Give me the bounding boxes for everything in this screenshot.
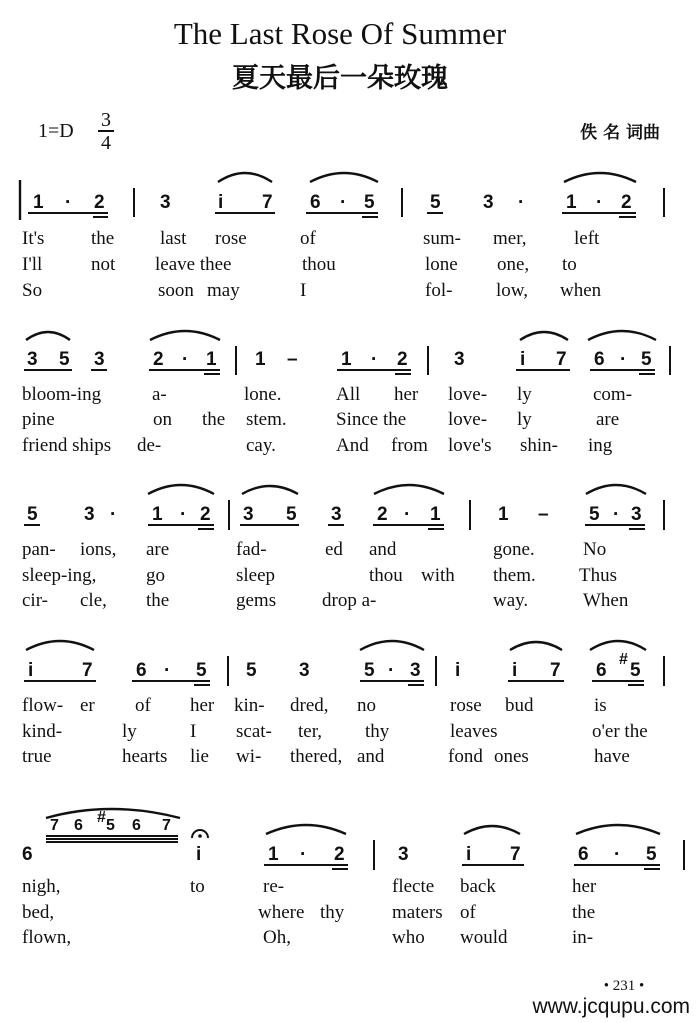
grace-note: 6	[74, 817, 83, 834]
lyric-word: mer,	[493, 228, 527, 249]
slur	[266, 825, 346, 834]
lyric-word: kind-	[22, 721, 63, 742]
lyric-word: in-	[572, 927, 594, 948]
lyric-word: de-	[137, 435, 162, 456]
note: 3	[331, 504, 342, 525]
lyric-word: when	[560, 280, 602, 301]
note: 3	[160, 192, 171, 213]
fermata-dot	[198, 834, 202, 838]
slur	[148, 485, 214, 494]
note: 6	[596, 660, 607, 681]
note: 5	[630, 660, 641, 681]
lyric-word: her	[572, 876, 597, 897]
dot: ·	[300, 844, 307, 865]
lyric-word: to	[562, 254, 577, 275]
lyric-word: rose	[450, 695, 482, 716]
note: 7	[556, 349, 567, 370]
note: 2	[621, 192, 632, 213]
lyric-word: flow-	[22, 695, 64, 716]
lyric-word: a-	[152, 384, 167, 405]
lyric-word: are	[596, 409, 620, 430]
lyrics-row-2	[22, 384, 632, 456]
lyric-word: sleep-ing,	[22, 565, 97, 586]
slur	[510, 642, 562, 650]
note: 1	[341, 349, 352, 370]
lyric-word: where	[258, 902, 305, 923]
dash: –	[538, 504, 549, 525]
credit: 佚 名 词曲	[580, 123, 660, 143]
slur	[586, 485, 646, 494]
lyric-word: gone.	[493, 539, 535, 560]
grace-note: 7	[162, 817, 171, 834]
note-high: i	[218, 192, 224, 213]
note: 1	[430, 504, 441, 525]
lyric-word: of	[300, 228, 316, 249]
note: 3	[84, 504, 95, 525]
lyric-word: thou	[302, 254, 336, 275]
note: 6	[22, 844, 33, 865]
lyric-word: are	[146, 539, 170, 560]
lyric-word: them.	[493, 565, 536, 586]
lyric-word: cle,	[80, 590, 107, 611]
slur	[564, 173, 636, 182]
page-number: • 231 •	[603, 978, 645, 994]
note: 3	[299, 660, 310, 681]
note: 7	[510, 844, 521, 865]
lyric-word: I	[300, 280, 307, 301]
dot: ·	[613, 504, 620, 525]
lyric-word: ed	[325, 539, 343, 560]
note: 2	[153, 349, 164, 370]
slur	[310, 173, 378, 182]
lyric-word: pine	[22, 409, 55, 430]
lyric-word: bloom-ing	[22, 384, 102, 405]
note: 1	[206, 349, 217, 370]
lyric-word: thered,	[290, 746, 343, 767]
music-row-2	[24, 331, 670, 375]
lyric-word: bud	[505, 695, 534, 716]
note: 7	[550, 660, 561, 681]
lyric-word: stem.	[246, 409, 287, 430]
slur	[26, 332, 70, 340]
lyric-word: love-	[448, 409, 488, 430]
note-high: i	[520, 349, 526, 370]
music-row-3	[24, 485, 664, 530]
note: 5	[246, 660, 257, 681]
lyric-word: have	[594, 746, 630, 767]
note: 1	[33, 192, 44, 213]
slur	[374, 485, 444, 494]
lyric-word: Thus	[579, 565, 617, 586]
lyric-word: It's	[22, 228, 45, 249]
lyric-word: back	[460, 876, 496, 897]
slur	[590, 641, 646, 650]
note: 2	[200, 504, 211, 525]
title-chinese: 夏天最后一朵玫瑰	[232, 63, 448, 94]
lyric-word: would	[460, 927, 508, 948]
lyric-word: ones	[494, 746, 529, 767]
note: 6	[594, 349, 605, 370]
dot: ·	[388, 660, 395, 681]
lyric-word: gems	[236, 590, 277, 611]
lyric-word: cay.	[246, 435, 276, 456]
lyric-word: lone.	[244, 384, 282, 405]
note-high: i	[455, 660, 461, 681]
lyrics-row-5	[22, 876, 597, 948]
lyric-word: fond	[448, 746, 483, 767]
lyric-word: and	[369, 539, 397, 560]
lyric-word: of	[460, 902, 476, 923]
note: 1	[255, 349, 266, 370]
lyric-word: ter,	[298, 721, 323, 742]
lyric-word: and	[357, 746, 385, 767]
lyric-word: ly	[517, 409, 532, 430]
dash: –	[287, 349, 298, 370]
note-high: i	[28, 660, 34, 681]
lyric-word: I	[190, 721, 197, 742]
lyric-word: lone	[425, 254, 458, 275]
dot: ·	[182, 349, 189, 370]
watermark: www.jcqupu.com	[532, 995, 690, 1018]
lyric-word: So	[22, 280, 43, 301]
note: 5	[27, 504, 38, 525]
note: 3	[94, 349, 105, 370]
lyric-word: ions,	[80, 539, 117, 560]
grace-note: 5	[106, 817, 115, 834]
lyric-word: on	[153, 409, 172, 430]
slur	[588, 331, 656, 340]
music-row-1	[20, 173, 664, 220]
lyric-word: of	[135, 695, 151, 716]
slur	[26, 641, 94, 650]
lyric-word: ing	[588, 435, 613, 456]
note: 3	[243, 504, 254, 525]
note: 5	[589, 504, 600, 525]
lyric-word: from	[391, 435, 428, 456]
dot: ·	[518, 192, 525, 213]
lyric-word: sleep	[236, 565, 276, 586]
time-signature-top: 3	[101, 109, 111, 131]
lyric-word: who	[392, 927, 425, 948]
note: 1	[152, 504, 163, 525]
lyric-word: dred,	[290, 695, 329, 716]
lyric-word: is	[594, 695, 607, 716]
dot: ·	[371, 349, 378, 370]
lyric-word: the	[572, 902, 596, 923]
lyric-word: flecte	[392, 876, 435, 897]
lyric-word: bed,	[22, 902, 55, 923]
grace-note: 6	[132, 817, 141, 834]
music-row-4	[24, 641, 664, 686]
lyric-word: love-	[448, 384, 488, 405]
lyric-word: the	[91, 228, 115, 249]
lyric-word: Since the	[336, 409, 407, 430]
slur	[360, 641, 424, 650]
note: 7	[262, 192, 273, 213]
lyrics-row-4	[22, 695, 648, 767]
lyric-word: to	[190, 876, 205, 897]
lyric-word: leaves	[450, 721, 498, 742]
note-high: i	[196, 844, 202, 865]
dot: ·	[614, 844, 621, 865]
lyric-word: thy	[365, 721, 390, 742]
dot: ·	[65, 192, 72, 213]
note: 2	[94, 192, 105, 213]
note: 5	[364, 660, 375, 681]
lyric-word: I'll	[22, 254, 43, 275]
note: 5	[430, 192, 441, 213]
lyric-word: All	[336, 384, 361, 405]
note: 5	[646, 844, 657, 865]
sharp-sign: #	[97, 809, 106, 826]
lyric-word: maters	[392, 902, 443, 923]
note: 2	[334, 844, 345, 865]
note: 1	[566, 192, 577, 213]
music-row-5	[22, 809, 684, 870]
lyric-word: no	[357, 695, 376, 716]
lyric-word: friend ships	[22, 435, 112, 456]
lyric-word: low,	[496, 280, 529, 301]
lyric-word: the	[202, 409, 226, 430]
lyric-word: sum-	[423, 228, 461, 249]
lyric-word: scat-	[236, 721, 272, 742]
note: 3	[454, 349, 465, 370]
note: 3	[631, 504, 642, 525]
lyric-word: her	[190, 695, 215, 716]
slur	[150, 331, 220, 340]
note: 1	[268, 844, 279, 865]
lyric-word: And	[336, 435, 369, 456]
dot: ·	[404, 504, 411, 525]
lyric-word: wi-	[236, 746, 262, 767]
note: 6	[310, 192, 321, 213]
lyric-word: her	[394, 384, 419, 405]
lyric-word: thou	[369, 565, 403, 586]
note: 3	[410, 660, 421, 681]
sharp-sign: #	[619, 651, 628, 668]
note-high: i	[466, 844, 472, 865]
key-signature: 1=D	[38, 120, 74, 142]
note: 5	[286, 504, 297, 525]
lyric-word: cir-	[22, 590, 48, 611]
lyric-word: fol-	[425, 280, 453, 301]
lyric-word: true	[22, 746, 52, 767]
note: 5	[196, 660, 207, 681]
grace-note: 7	[50, 817, 59, 834]
lyric-word: with	[421, 565, 455, 586]
slur	[242, 486, 298, 494]
note: 1	[498, 504, 509, 525]
lyric-word: fad-	[236, 539, 267, 560]
lyric-word: not	[91, 254, 116, 275]
lyric-word: the	[146, 590, 170, 611]
slur	[520, 332, 568, 340]
lyric-word: pan-	[22, 539, 56, 560]
lyric-word: nigh,	[22, 876, 61, 897]
note: 2	[397, 349, 408, 370]
lyric-word: way.	[493, 590, 529, 611]
note: 3	[483, 192, 494, 213]
lyric-word: love's	[448, 435, 492, 456]
slur	[218, 173, 272, 182]
lyric-word: last	[160, 228, 187, 249]
lyric-word: lie	[190, 746, 209, 767]
dot: ·	[596, 192, 603, 213]
note: 2	[377, 504, 388, 525]
time-signature-bottom: 4	[101, 132, 111, 154]
note: 5	[641, 349, 652, 370]
lyric-word: flown,	[22, 927, 72, 948]
note: 3	[27, 349, 38, 370]
note: 3	[398, 844, 409, 865]
lyrics-row-1	[22, 228, 602, 301]
dot: ·	[180, 504, 187, 525]
lyric-word: kin-	[234, 695, 265, 716]
lyric-word: ly	[122, 721, 137, 742]
note: 5	[364, 192, 375, 213]
lyric-word: When	[583, 590, 629, 611]
lyric-word: soon	[158, 280, 194, 301]
lyric-word: thy	[320, 902, 345, 923]
lyric-word: rose	[215, 228, 247, 249]
slur	[576, 825, 660, 834]
dot: ·	[620, 349, 627, 370]
lyric-word: re-	[263, 876, 285, 897]
note-high: i	[512, 660, 518, 681]
lyric-word: ly	[517, 384, 532, 405]
dot: ·	[340, 192, 347, 213]
lyric-word: hearts	[122, 746, 168, 767]
lyric-word: drop a-	[322, 590, 377, 611]
note: 5	[59, 349, 70, 370]
lyric-word: er	[80, 695, 95, 716]
lyrics-row-3	[22, 539, 629, 611]
note: 6	[136, 660, 147, 681]
slur	[464, 826, 520, 834]
lyric-word: left	[574, 228, 600, 249]
lyric-word: one,	[497, 254, 530, 275]
lyric-word: Oh,	[263, 927, 291, 948]
lyric-word: go	[146, 565, 165, 586]
dot: ·	[164, 660, 171, 681]
lyric-word: may	[207, 280, 240, 301]
lyric-word: com-	[593, 384, 633, 405]
lyric-word: o'er the	[592, 721, 648, 742]
lyric-word: shin-	[520, 435, 558, 456]
note: 6	[578, 844, 589, 865]
note: 7	[82, 660, 93, 681]
dot: ·	[110, 504, 117, 525]
title-english: The Last Rose Of Summer	[173, 16, 507, 51]
lyric-word: leave thee	[155, 254, 232, 275]
lyric-word: No	[583, 539, 607, 560]
